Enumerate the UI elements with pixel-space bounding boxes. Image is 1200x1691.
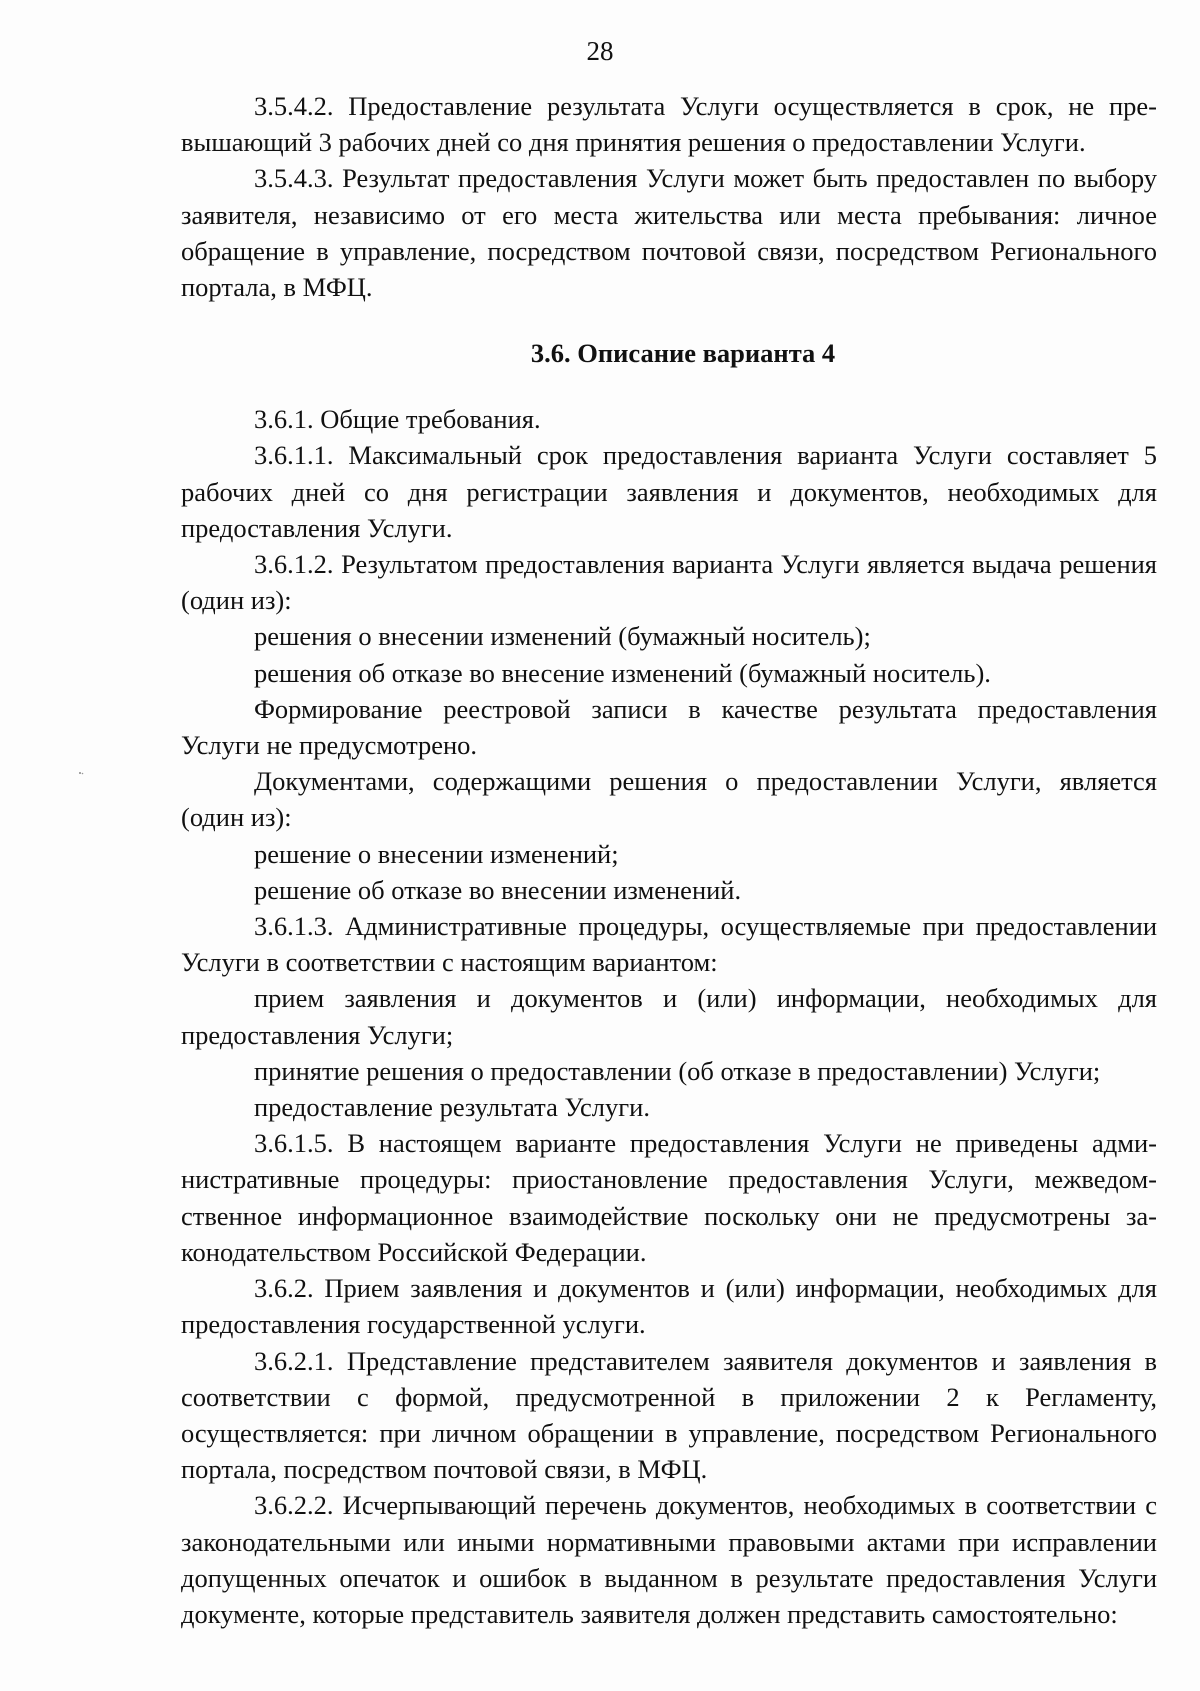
paragraph-3-5-4-2: 3.5.4.2. Предоставление результата Услуги осуществляется в срок, не превышающий 3 рабочих дней со дня принятия решения о предоставлении Услуги. xyxy=(181,91,1157,158)
list-item: принятие решения о предоставлении (об отказе в предоставлении) Услуги; xyxy=(254,1055,1101,1086)
paragraph-result-documents: Документами, содержащими решения о предоставлении Услуги, является (один из): xyxy=(181,766,1157,833)
list-item: прием заявления и документов и (или) информации, необходимых для предоставления Услуги; xyxy=(181,983,1157,1050)
section-heading: 3.6. Описание варианта 4 xyxy=(530,338,836,369)
paragraph-3-6-1-2: 3.6.1.2. Результатом предоставления варианта Услуги является выдача решения (один из): xyxy=(181,549,1157,616)
paragraph-3-6-2-2: 3.6.2.2. Исчерпывающий перечень документов, необходимых в соответствии с законодательными или иными нормативными правовыми актами при исправлении допущенных опечаток и ошибок в выданном в результате предоставления Услуги документе, которые представитель заявителя должен представить самостоятельно: xyxy=(181,1490,1157,1629)
list-item: предоставление результата Услуги. xyxy=(254,1092,650,1123)
paragraph-3-6-1-1: 3.6.1.1. Максимальный срок предоставления варианта Услуги составляет 5 рабочих дней со дня регистрации заявления и документов, необходимых для предоставления Услуги. xyxy=(181,440,1157,543)
paragraph-3-6-1: 3.6.1. Общие требования. xyxy=(254,404,541,435)
list-item: решение о внесении изменений; xyxy=(254,838,619,869)
paragraph-registry-record: Формирование реестровой записи в качестве результата предоставления Услуги не предусмотрено. xyxy=(181,693,1157,761)
list-item: решение об отказе во внесении изменений. xyxy=(254,874,742,905)
paragraph-3-6-1-5: 3.6.1.5. В настоящем варианте предоставления Услуги не приведены административные процедуры: приостановление предоставления Услуги, межведомственное информационное взаимодействие поскольку они не предусмотрены законодательством Российской Федерации. xyxy=(181,1128,1157,1267)
scan-speck-mark xyxy=(78,770,84,776)
page-number: 28 xyxy=(586,36,614,66)
document-body xyxy=(181,88,1157,1632)
list-item: решения о внесении изменений (бумажный носитель); xyxy=(254,621,871,652)
list-item: решения об отказе во внесение изменений (бумажный носитель). xyxy=(254,657,991,688)
paragraph-3-6-2-1: 3.6.2.1. Представление представителем заявителя документов и заявления в соответствии с формой, предусмотренной в приложении 2 к Регламенту, осуществляется: при личном обращении в управление, посредством Регионального портала, посредством почтовой связи, в МФЦ. xyxy=(181,1345,1157,1485)
paragraph-3-6-1-3: 3.6.1.3. Административные процедуры, осуществляемые при предоставлении Услуги в соответствии с настоящим вариантом: xyxy=(181,911,1157,978)
paragraph-3-6-2: 3.6.2. Прием заявления и документов и (или) информации, необходимых для предоставления государственной услуги. xyxy=(181,1273,1157,1340)
scan-speck xyxy=(78,768,84,774)
paragraph-3-5-4-3: 3.5.4.3. Результат предоставления Услуги может быть предоставлен по выбору заявителя, независимо от его места жительства или места пребывания: личное обращение в управление, посредством почтовой связи, посредством Регионального портала, в МФЦ. xyxy=(181,163,1157,303)
